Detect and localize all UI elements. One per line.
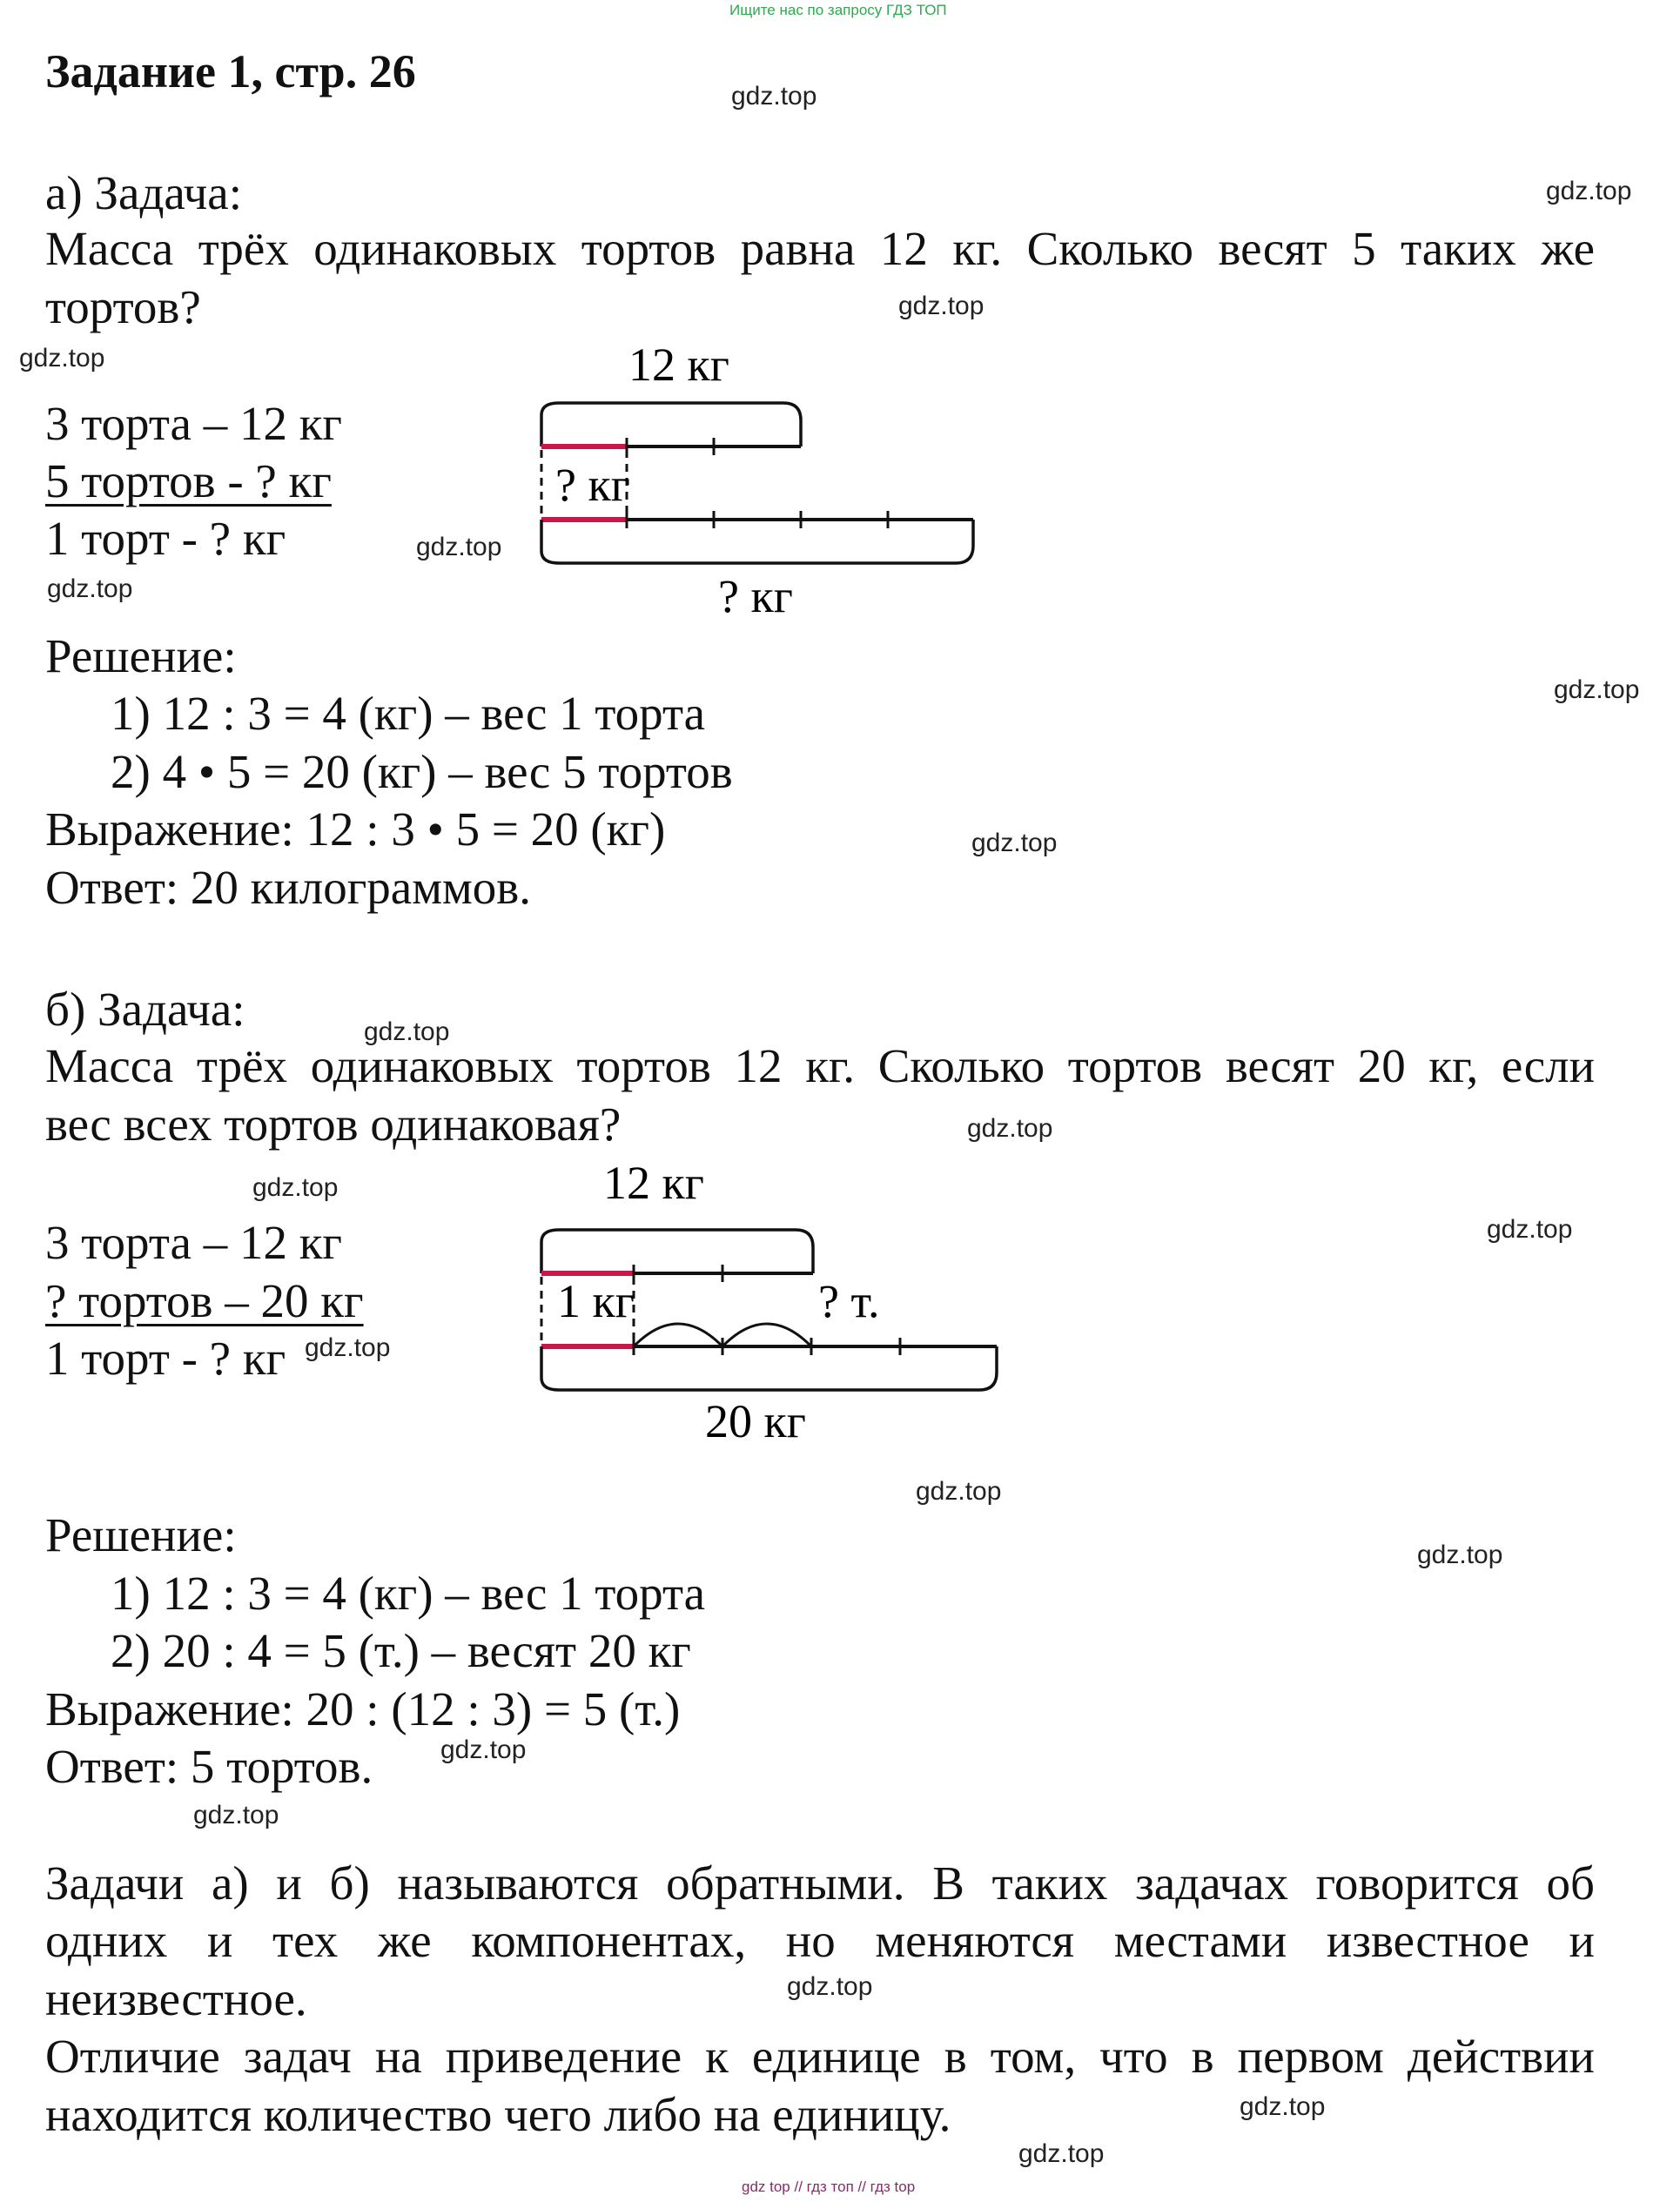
watermark: gdz.top — [898, 292, 984, 320]
conclusion-para1-line1: Задачи а) и б) называются обратными. В таких задачах говорится об — [45, 1856, 1595, 1910]
part-b-step-1: 1) 12 : 3 = 4 (кг) – вес 1 торта — [111, 1567, 706, 1620]
watermark: gdz.top — [1417, 1541, 1503, 1569]
part-a-problem-line1: Масса трёх одинаковых тортов равна 12 кг. Сколько весят 5 таких же — [45, 222, 1595, 275]
watermark: gdz.top — [416, 533, 502, 561]
diagram-a-top-brace — [541, 403, 801, 446]
watermark: gdz.top — [971, 829, 1058, 857]
part-a-expression: Выражение: 12 : 3 • 5 = 20 (кг) — [45, 802, 666, 856]
watermark: gdz.top — [787, 1972, 873, 2001]
diagram-a-mid-label: ? кг — [555, 459, 630, 511]
part-b-step-2: 2) 20 : 4 = 5 (т.) – весят 20 кг — [111, 1624, 691, 1677]
watermark: gdz.top — [1546, 177, 1632, 205]
part-a-step-2: 2) 4 • 5 = 20 (кг) – вес 5 тортов — [111, 745, 733, 798]
watermark: gdz.top — [364, 1017, 450, 1046]
watermark: gdz.top — [1240, 2092, 1326, 2121]
part-a-solution-heading: Решение: — [45, 629, 237, 682]
watermark: gdz.top — [252, 1173, 339, 1202]
part-a-answer: Ответ: 20 килограммов. — [45, 861, 532, 914]
diagram-b-arc — [722, 1324, 811, 1346]
watermark: gdz.top — [731, 82, 817, 111]
top-banner[interactable]: Ищите нас по запросу ГДЗ ТОП — [729, 2, 947, 18]
part-a-segment-diagram — [522, 335, 1010, 614]
diagram-b-mid-label: 1 кг — [557, 1275, 635, 1327]
bottom-banner[interactable]: gdz top // гдз топ // гдз top — [742, 2179, 916, 2195]
part-b-condition-3: 1 торт - ? кг — [45, 1332, 286, 1385]
diagram-b-arc — [634, 1324, 722, 1346]
part-b-condition-2: ? тортов – 20 кг — [45, 1274, 364, 1327]
conclusion-para1-line3: неизвестное. — [45, 1972, 307, 2025]
part-a-problem-line2: тортов? — [45, 280, 201, 333]
part-a-heading: а) Задача: — [45, 166, 242, 219]
part-b-problem-line2: вес всех тортов одинаковая? — [45, 1098, 622, 1151]
part-b-solution-heading: Решение: — [45, 1508, 237, 1561]
diagram-a-top-label: 12 кг — [628, 339, 729, 391]
watermark: gdz.top — [916, 1477, 1002, 1506]
conclusion-para1-line2: одних и тех же компонентах, но меняются местами известное и — [45, 1914, 1595, 1967]
watermark: gdz.top — [193, 1801, 279, 1829]
part-a-condition-1: 3 торта – 12 кг — [45, 397, 342, 450]
diagram-a-bottom-brace — [541, 520, 973, 563]
part-b-heading: б) Задача: — [45, 983, 245, 1036]
diagram-b-right-label: ? т. — [818, 1275, 880, 1327]
watermark: gdz.top — [305, 1333, 391, 1362]
part-a-condition-2: 5 тортов - ? кг — [45, 454, 332, 507]
diagram-b-top-brace — [541, 1230, 813, 1273]
part-b-answer: Ответ: 5 тортов. — [45, 1740, 373, 1793]
part-b-segment-diagram — [522, 1153, 1045, 1440]
conclusion-para2-line1: Отличие задач на приведение к единице в том, что в первом действии — [45, 2030, 1595, 2083]
watermark: gdz.top — [1018, 2139, 1105, 2168]
part-a-step-1: 1) 12 : 3 = 4 (кг) – вес 1 торта — [111, 687, 706, 740]
part-b-expression: Выражение: 20 : (12 : 3) = 5 (т.) — [45, 1682, 681, 1735]
watermark: gdz.top — [47, 574, 133, 603]
watermark: gdz.top — [967, 1114, 1053, 1143]
part-b-condition-1: 3 торта – 12 кг — [45, 1216, 342, 1269]
diagram-b-bottom-label: 20 кг — [705, 1395, 806, 1440]
watermark: gdz.top — [1554, 675, 1640, 704]
watermark: gdz.top — [19, 344, 105, 373]
watermark: gdz.top — [1487, 1215, 1573, 1244]
part-b-problem-line1: Масса трёх одинаковых тортов 12 кг. Сколько тортов весят 20 кг, если — [45, 1039, 1595, 1092]
diagram-a-bottom-label: ? кг — [718, 570, 793, 614]
page-title: Задание 1, стр. 26 — [45, 45, 416, 97]
part-a-condition-3: 1 торт - ? кг — [45, 512, 286, 565]
conclusion-para2-line2: находится количество чего либо на единицу. — [45, 2088, 951, 2141]
diagram-b-bottom-brace — [541, 1346, 997, 1390]
watermark: gdz.top — [440, 1735, 527, 1764]
diagram-b-top-label: 12 кг — [603, 1157, 704, 1209]
